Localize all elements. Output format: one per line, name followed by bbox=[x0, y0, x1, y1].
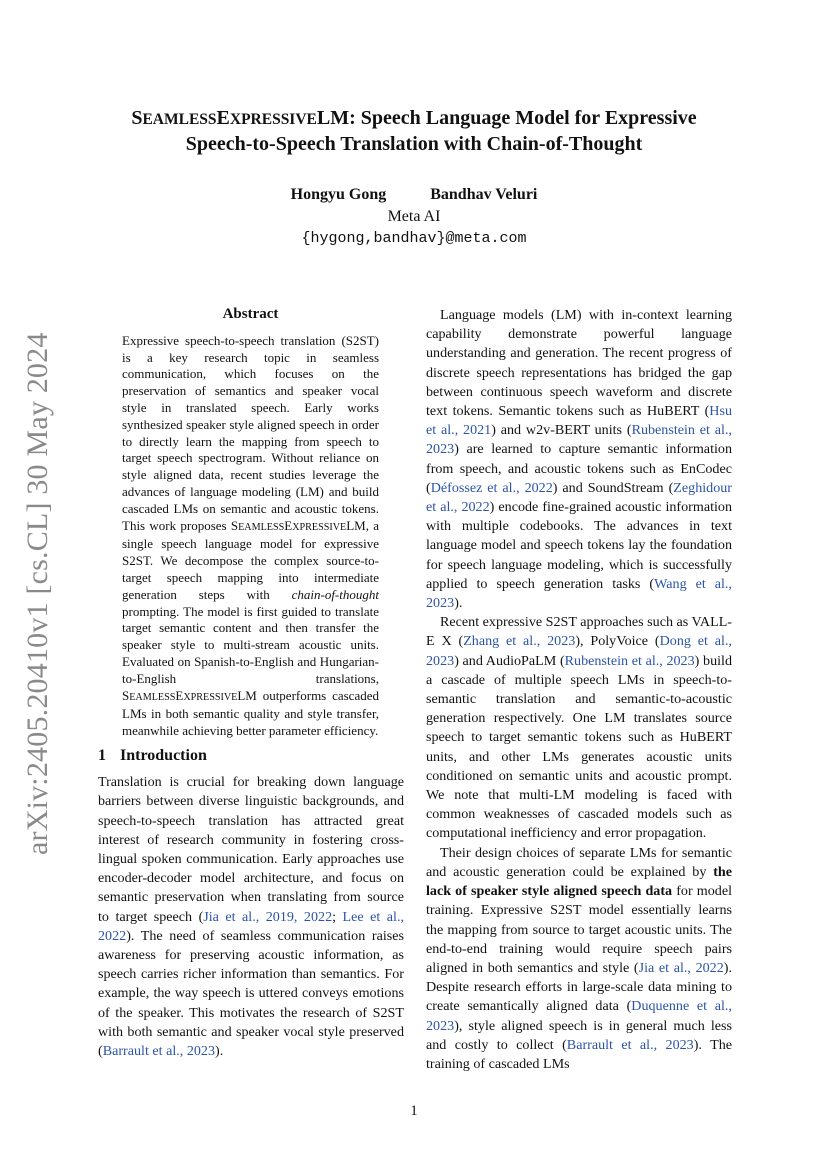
affiliation: Meta AI bbox=[387, 208, 441, 225]
author-block bbox=[90, 184, 738, 250]
page-number: 1 bbox=[410, 1103, 418, 1119]
model-name: SEAMLESSEXPRESSIVELM bbox=[230, 517, 366, 533]
paragraph: Recent expressive S2ST approaches such as VALL-E X (Zhang et al., 2023), PolyVoice (Dong et al., 2023) and AudioPaLM (Rubenstein et al., 2023) build a cascade of multiple speech LMs in speech-to-semantic translation and semantic-to-acoustic generation respectively. One LM translates source speech to target semantic tokens such as HuBERT units, and other LMs generates acoustic units conditioned on semantic units and acoustic prompt. We note that multi-LM modeling is faced with common weaknesses of cascaded models such as computational inefficiency and error propagation. bbox=[426, 614, 733, 842]
citation-link[interactable]: Zhang et al., 2023 bbox=[463, 633, 576, 650]
citation-link[interactable]: Barrault et al., 2023 bbox=[102, 1043, 216, 1060]
citation-link[interactable]: Rubenstein et al., 2023 bbox=[564, 652, 695, 669]
citation-link[interactable]: Défossez et al., 2022 bbox=[430, 479, 553, 496]
title-line1-rest: : Speech Language Model for Expressive bbox=[349, 107, 697, 129]
abstract-text: Expressive speech-to-speech translation (S2ST) is a key research topic in seamless communication, which focuses on the preservation of semantics and speaker vocal style in translated speech. Early works synthesized speaker style aligned speech in order to directly learn the mapping from speech to target speech spectrogram. Without reliance on style aligned data, recent studies leverage the advances of language modeling (LM) and build cascaded LMs on semantic and acoustic tokens. This work proposes SEAMLESSEXPRESSIVELM, a single speech language model for expressive S2ST. We decompose the complex source-to-target speech mapping into intermediate generation steps with chain-of-thought prompting. The model is first guided to translate target semantic content and then transfer the speaker style to multi-stream acoustic units. Evaluated on Spanish-to-English and Hungarian-to-English translations, SEAMLESSEXPRESSIVELM outperforms cascaded LMs in both semantic quality and style transfer, meanwhile achieving better parameter efficiency. bbox=[122, 332, 379, 739]
citation-link[interactable]: Lee et al., 2022 bbox=[98, 908, 404, 944]
citation-link[interactable]: Jia et al., 2022 bbox=[638, 959, 724, 976]
citation-link[interactable]: Wang et al., 2023 bbox=[426, 575, 732, 612]
title-smallcaps-name: SEAMLESSEXPRESSIVELM bbox=[131, 107, 350, 129]
citation-link[interactable]: Duquenne et al., 2023 bbox=[426, 998, 732, 1034]
abstract-heading: Abstract bbox=[222, 306, 279, 322]
citation-link[interactable]: Zeghidour et al., 2022 bbox=[426, 479, 732, 516]
paragraph: Their design choices of separate LMs for semantic and acoustic generation could be explained by the lack of speaker style aligned speech data for model training. Expressive S2ST model essentially learns the mapping from source to target acoustic units. The end-to-end training would require speech pairs aligned in both semantics and style (Jia et al., 2022). Despite research efforts in large-scale data mining to create semantically aligned data (Duquenne et al., 2023), style aligned speech is in general much less and costly to collect (Barrault et al., 2023). The training of cascaded LMs bbox=[426, 844, 732, 1072]
citation-link[interactable]: Hsu et al., 2021 bbox=[426, 403, 732, 439]
arxiv-identifier[interactable]: arXiv:2405.20410v1 [cs.CL] 30 May 2024 bbox=[21, 332, 54, 855]
title-line2: Speech-to-Speech Translation with Chain-of-Thought bbox=[185, 133, 643, 155]
paragraph: Language models (LM) with in-context learning capability demonstrate powerful language understanding and generation. The recent progress of discrete speech representations has bridged the gap between continuous speech waveform and discrete text tokens. Semantic tokens such as HuBERT (Hsu et al., 2021) and w2v-BERT units (Rubenstein et al., 2023) are learned to capture semantic information from speech, and acoustic tokens such as EnCodec (Défossez et al., 2022) and SoundStream (Zeghidour et al., 2022) encode fine-grained acoustic information with multiple codebooks. The advances in text language model and speech tokens lay the foundation for speech language modeling, which is successfully applied to speech generation tasks (Wang et al., 2023). bbox=[426, 307, 733, 612]
model-name: SEAMLESSEXPRESSIVELM bbox=[122, 687, 257, 703]
introduction-section bbox=[98, 746, 404, 1061]
citation-link[interactable]: Barrault et al., 2023 bbox=[566, 1036, 694, 1053]
citation-link[interactable]: Rubenstein et al., 2023 bbox=[426, 422, 733, 458]
paper-title bbox=[90, 106, 738, 157]
abstract bbox=[122, 306, 379, 740]
citation-link[interactable]: Jia et al., 2019, 2022 bbox=[203, 908, 333, 925]
paragraph: Translation is crucial for breaking down language barriers between diverse linguistic backgrounds, and speech-to-speech translation has attracted great interest of research community in fostering cross-lingual spoken communication. Early approaches use encoder-decoder model architecture, and focus on semantic preservation when translating from source to target speech (Jia et al., 2019, 2022; Lee et al., 2022). The need of seamless communication raises awareness for preserving acoustic information, as speech carries richer information than semantics. For example, the way speech is uttered conveys emotions of the speaker. This motivates the research of S2ST with both semantic and speaker vocal style preserved (Barrault et al., 2023). bbox=[98, 774, 404, 1060]
author-name: Bandhav Veluri bbox=[430, 186, 538, 203]
section-heading: 1 Introduction bbox=[98, 747, 207, 764]
right-column bbox=[426, 306, 732, 1074]
author-name: Hongyu Gong bbox=[290, 186, 387, 203]
citation-link[interactable]: Dong et al., 2023 bbox=[426, 633, 733, 669]
author-names bbox=[90, 184, 738, 206]
author-email[interactable]: {hygong,bandhav}@meta.com bbox=[301, 230, 527, 247]
